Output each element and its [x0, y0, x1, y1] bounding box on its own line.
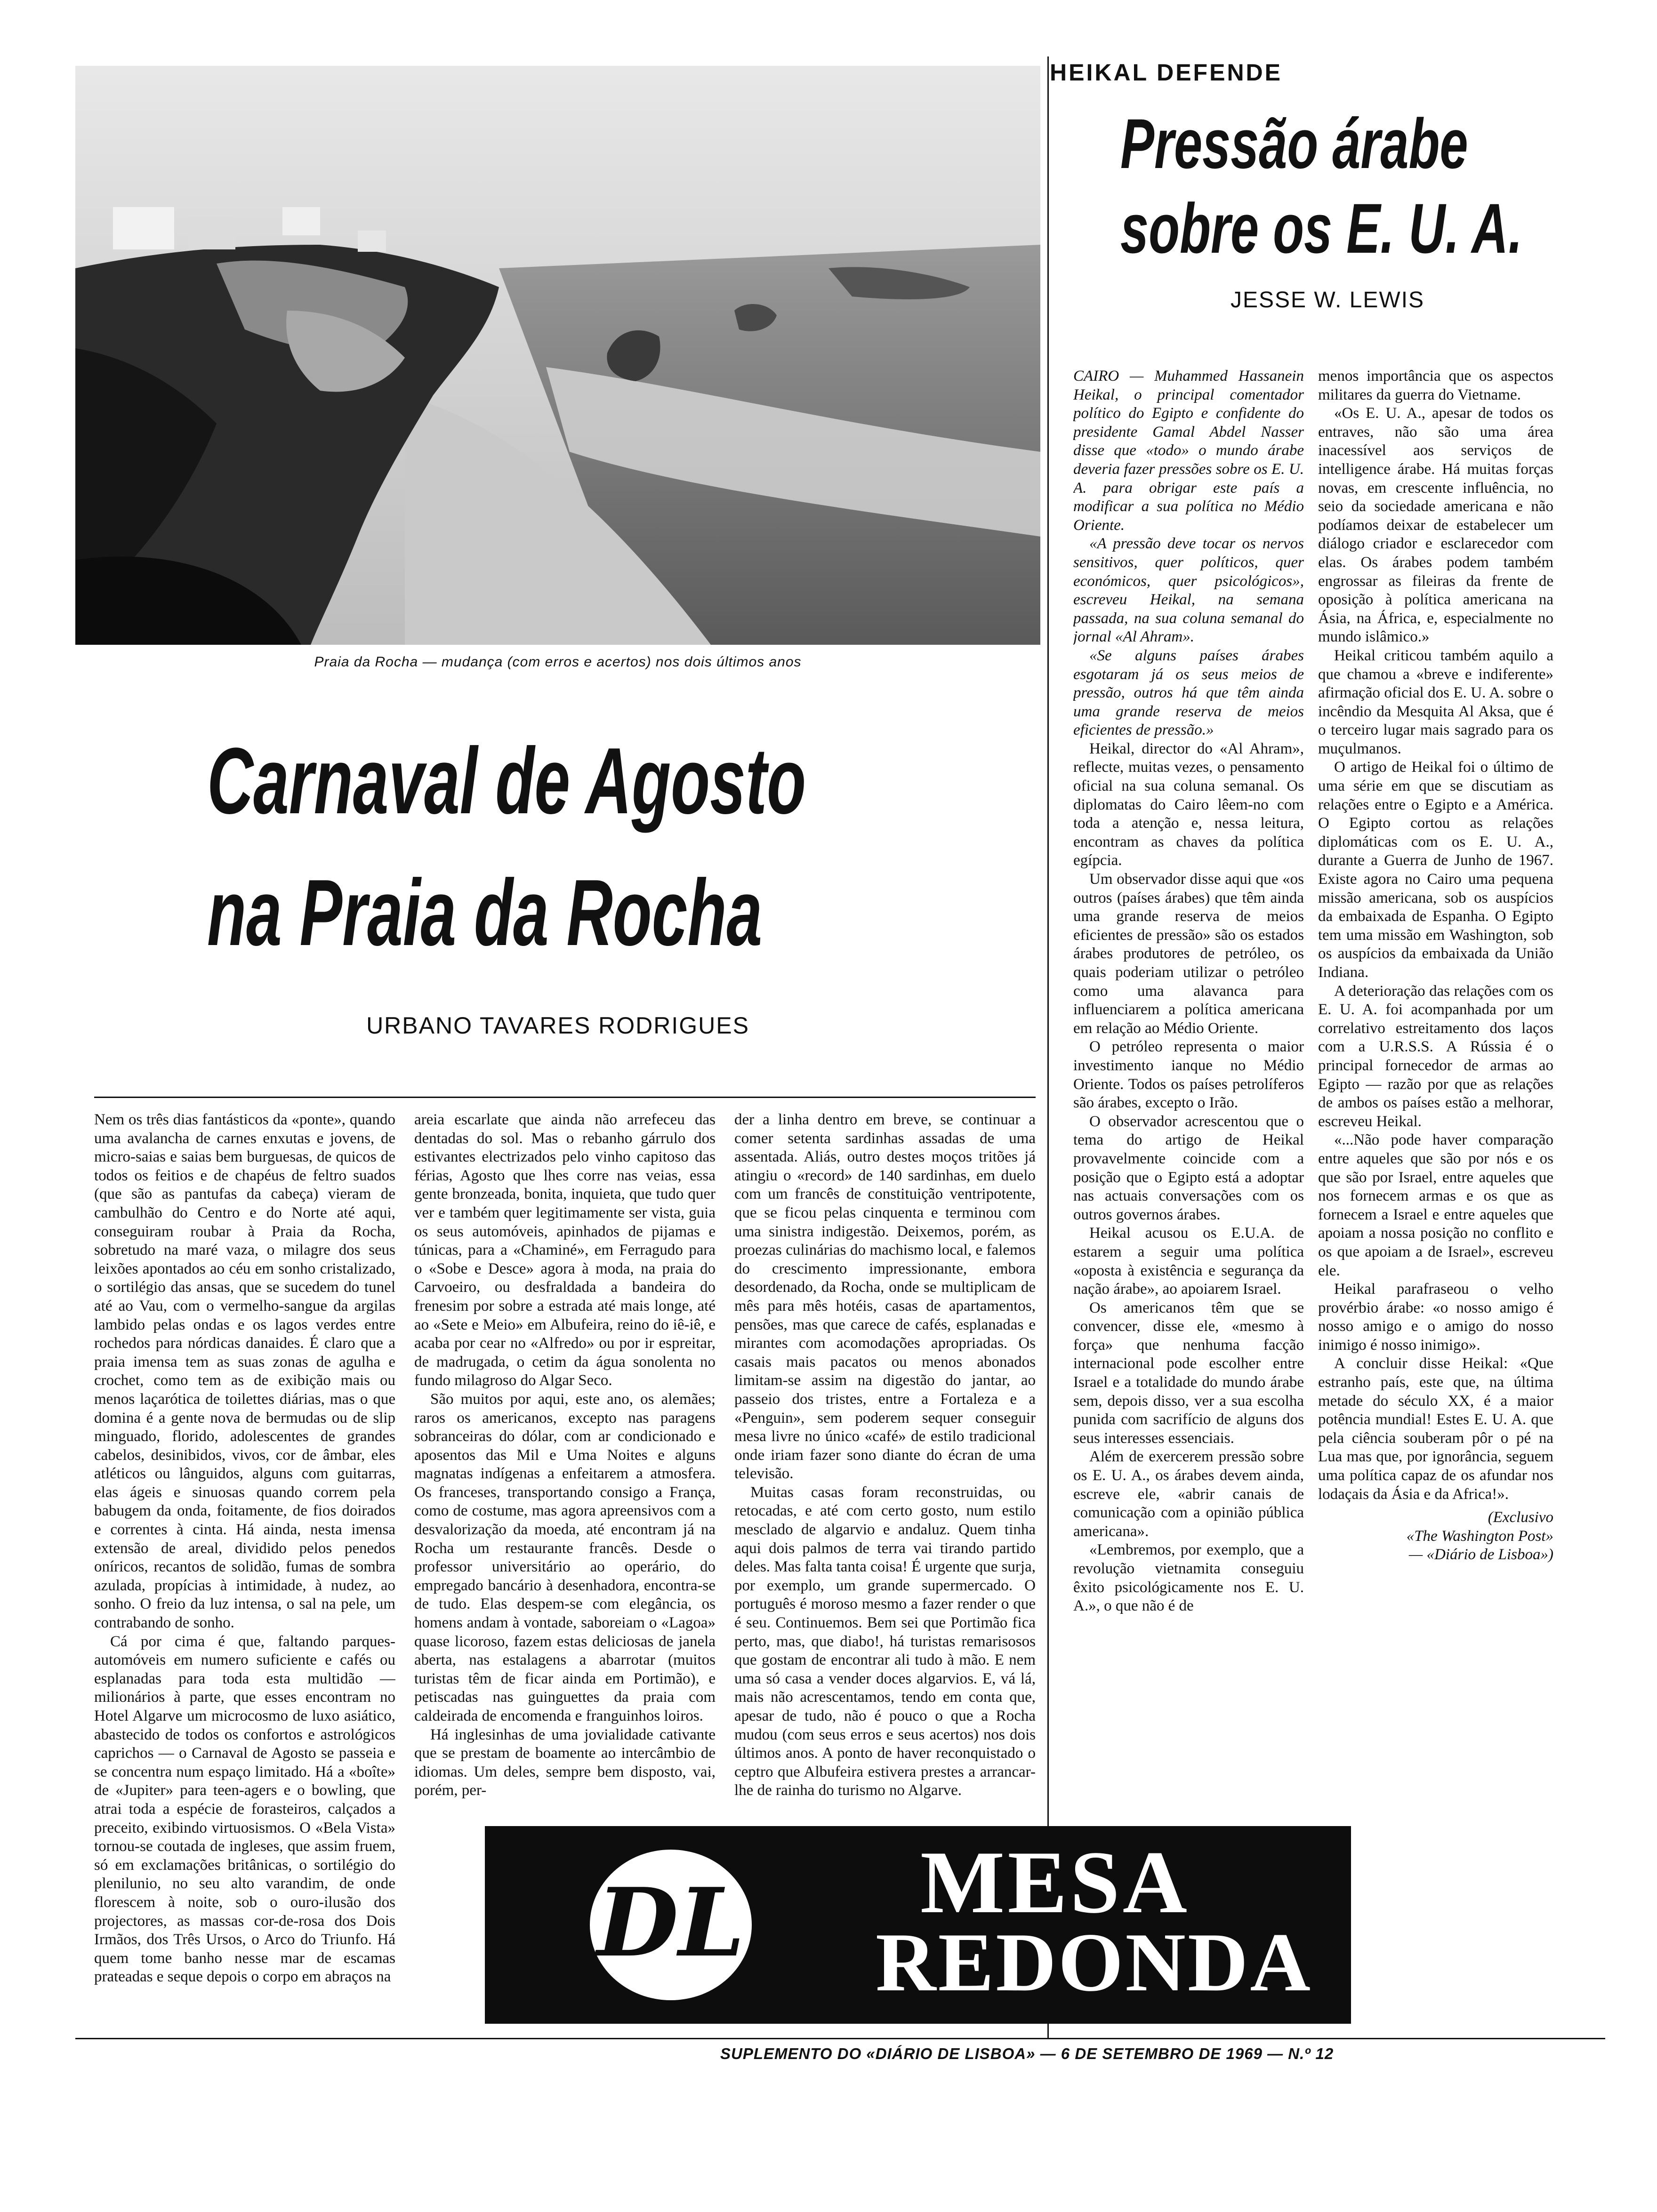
dl-logo-mark	[586, 1845, 756, 2005]
heikal-headline-line1: Pressão árabe	[1120, 104, 1468, 183]
heikal-lead-paragraph: CAIRO — Muhammed Hassanein Heikal, o principal comentador político do Egipto e confidente do presidente Gamal Abdel Nasser disse que «todo» o mundo árabe deveria fazer pressões sobre os E. U. A. para obrigar este país a modificar a sua política no Médio Oriente.	[1073, 368, 1304, 534]
carnaval-paragraph: Muitas casas foram reconstruidas, ou retocadas, e até com certo gosto, num estilo mesclado de algarvio e andaluz. Quem tinha aqui dois palmos de terra vai tirando partido deles. Mas falta tanta coisa! É urgente que surja, por exemplo, um grande supermercado. O português é moroso mesmo a fazer render o que é seu. Continuemos. Bem sei que Portimão fica perto, mas, que diabo!, há turistas remarisosos que gostam de encontrar ali tudo à mão. E nem uma só casa a vender doces algarvios. E, vá lá, mais não acrescentamos, tendo em conta que, apesar de tudo, não é pouco o que a Rocha mudou (com seus erros e seus acertos) nos dois últimos anos. A ponto de haver reconquistado o ceptro que Albufeira estivera prestes a arrancar-lhe de rainha do turismo no Algarve.	[734, 1483, 1036, 1799]
heikal-credit-line: (Exclusivo	[1488, 1509, 1553, 1526]
page-footer: SUPLEMENTO DO «DIÁRIO DE LISBOA» — 6 DE SETEMBRO DE 1969 — N.º 12	[720, 2045, 1334, 2062]
heikal-paragraph: Heikal parafraseou o velho provérbio árabe: «o nosso amigo é nosso amigo e o amigo do nosso inimigo é nosso inimigo».	[1318, 1281, 1553, 1354]
carnaval-author: URBANO TAVARES RODRIGUES	[366, 1012, 749, 1039]
dl-logo-letters: DL	[596, 1867, 745, 1978]
carnaval-paragraph: Há inglesinhas de uma jovialidade cativante que se prestam de boamente ao intercâmbio de idiomas. Um deles, sempre bem disposto, vai, porém, per-	[414, 1726, 716, 1799]
heikal-paragraph: «Os E. U. A., apesar de todos os entraves, não são uma área inacessível aos serviços de intelligence árabe. Há muitas forças novas, em crescente influência, no seio da sociedade americana e não podíamos deixar de estabelecer um diálogo criador e esclarecedor com elas. Os árabes podem também engrossar as fileiras da frente de oposição à política americana na Ásia, na África, e, especialmente no mundo islâmico.»	[1318, 405, 1553, 646]
carnaval-headline-line2: na Praia da Rocha	[207, 860, 763, 965]
heikal-paragraph: Os americanos têm que se convencer, disse ele, «mesmo à força» que nenhuma facção internacional pode escolher entre Israel e a totalidade do mundo árabe sem, depois disso, ver a sua escolha punida com sacrifício de alguns dos seus interesses essenciais.	[1073, 1299, 1304, 1447]
carnaval-paragraph: São muitos por aqui, este ano, os alemães; raros os americanos, excepto nas paragens sobranceiras do dólar, com ar condicionado e aposentos das Mil e Uma Noites e alguns magnatas indígenas a enfeitarem a atmosfera. Os franceses, transportando consigo a França, como de costume, mas agora apreensivos com a desvalorização da moeda, até encontram já na Rocha um restaurante francês. Desde o professor universitário ao operário, do empregado bancário à desenhadora, encontra-se de tudo. Elas despem-se com elegância, os homens andam à vontade, saboreiam o «Lagoa» quase licoroso, fazem estas deliciosas de janela aberta, nas estalagens a abarrotar (muitos turistas têm de ficar ainda em Portimão), e petiscadas nas guinguettes da praia com caldeirada de encomenda e franguinhos loiros.	[414, 1390, 716, 1724]
heikal-quote-paragraph: «A pressão deve tocar os nervos sensitivos, quer políticos, quer económicos, quer psicológicos», escreveu Heikal, na semana passada, na sua coluna semanal do jornal «Al Ahram».	[1073, 535, 1304, 646]
carnaval-paragraph: areia escarlate que ainda não arrefeceu das dentadas do sol. Mas o rebanho gárrulo dos estivantes electrizados pelo vinho capitoso das férias, Agosto que lhes corre nas veias, essa gente bronzeada, bonita, inquieta, que tudo quer ver e também quer legitimamente ser vista, guia os seus automóveis, apinhados de pijamas e túnicas, para a «Chaminé», em Ferragudo para o «Sobe e Desce» agora à moda, na praia do Carvoeiro, ou desfraldada a bandeira do frenesim por sobre a estrada até mais longe, até ao «Sete e Meio» em Albufeira, reino do iê-iê, e acaba por cear no «Alfredo» ou por ir espreitar, de madrugada, o cetim da água sonolenta no fundo milagroso do Algar Seco.	[414, 1111, 716, 1389]
heikal-paragraph: «Lembremos, por exemplo, que a revolução vietnamita conseguiu êxito psicológicamente nos E. U. A.», o que não é de	[1073, 1541, 1304, 1615]
beach-photo-illustration	[75, 66, 1040, 645]
heikal-credit-line: «The Washington Post»	[1406, 1527, 1553, 1545]
photo-caption: Praia da Rocha — mudança (com erros e acertos) nos dois últimos anos	[314, 654, 802, 670]
carnaval-headline-line1: Carnaval de Agosto	[207, 729, 806, 834]
carnaval-paragraph: der a linha dentro em breve, se continuar a comer setenta sardinhas assadas de uma assentada. Aliás, outro destes moços tritões já atingiu o «record» de 140 sardinhas, em duelo com um francês de constituição ventripotente, que se ficou pelas cinquenta e terminou com uma sinistra indigestão. Deixemos, porém, as proezas culinárias do machismo local, e falemos do crescimento impressionante, embora desordenado, da Rocha, onde se multiplicam de mês para mês hotéis, casas de apartamentos, pensões, mas que carece de cafés, esplanadas e mirantes com acomodações apropriadas. Os casais mais pacatos ou menos abonados limitam-se assim na digestão do jantar, ao passeio dos tristes, entre a Fortaleza e a «Penguin», sem poderem sequer conseguir mesa livre no único «café» de estilo tradicional onde iriam fazer sono diante do écran de uma televisão.	[734, 1111, 1036, 1483]
heikal-author: JESSE W. LEWIS	[1230, 288, 1425, 313]
footer-rule	[75, 2038, 1605, 2039]
heikal-headline-line2: sobre os E. U. A.	[1120, 189, 1523, 268]
heikal-paragraph: A deterioração das relações com os E. U. A. foi acompanhada por um correlativo estreitamento dos laços com a U.R.S.S. A Rússia é o principal fornecedor de armas ao Egipto — razão por que as relações de ambos os países estão a melhorar, escreveu Heikal.	[1318, 982, 1553, 1130]
heikal-paragraph: A concluir disse Heikal: «Que estranho país, este que, na última metade do século XX, é a maior potência mundial! Estes E. U. A. que pela ciência souberam pôr o pé na Lua mas que, por ignorância, seguem uma política capaz de os afundar nos lodaçais da Ásia e da Africa!».	[1318, 1355, 1553, 1503]
heikal-paragraph: Um observador disse aqui que «os outros (países árabes) que têm ainda uma grande reserva de meios eficientes de pressão» são os estados árabes produtores de petróleo, os quais poderiam utilizar o petróleo como uma alavanca para influenciarem a política americana em relação ao Médio Oriente.	[1073, 871, 1304, 1037]
heikal-paragraph: Heikal, director do «Al Ahram», reflecte, muitas vezes, o pensamento oficial na sua coluna semanal. Os diplomatas do Cairo lêem-no com toda a atenção e, nessa leitura, encontram as chaves da política egípcia.	[1073, 740, 1304, 869]
heikal-column-1	[1073, 367, 1304, 2005]
heikal-paragraph: O observador acrescentou que o tema do artigo de Heikal provavelmente coincide com a posição que o Egipto está a adoptar nas actuais conversações com os outros governos árabes.	[1073, 1113, 1304, 1223]
heikal-quote-paragraph: «Se alguns países árabes esgotaram já os seus meios de pressão, outros há que têm ainda uma grande reserva de meios eficientes de pressão.»	[1073, 647, 1304, 739]
heikal-kicker: HEIKAL DEFENDE	[1050, 59, 1283, 86]
heikal-paragraph: O artigo de Heikal foi o último de uma série em que se discutiam as relações entre o Egipto e a América. O Egipto cortou as relações diplomáticas com os E. U. A., durante a Guerra de Junho de 1967. Existe agora no Cairo uma pequena missão americana, sob os auspícios da embaixada de Espanha. O Egipto tem uma missão em Washington, sob os auspícios da embaixada da União Indiana.	[1318, 759, 1553, 981]
heikal-paragraph: Heikal acusou os E.U.A. de estarem a seguir uma política «oposta à existência e segurança da nação árabe», ao apoiarem Israel.	[1073, 1225, 1304, 1298]
heikal-column-2	[1318, 367, 1553, 2005]
heikal-paragraph: Heikal criticou também aquilo a que chamou a «breve e indiferente» afirmação oficial dos E. U. A. sobre o incêndio da Mesquita Al Aksa, que é o terceiro lugar mais sagrado para os muçulmanos.	[1318, 647, 1553, 757]
column-divider-rule	[1047, 56, 1049, 2038]
dl-logo	[586, 1845, 756, 2005]
heikal-credit-line: — «Diário de Lisboa»)	[1408, 1546, 1553, 1563]
article-separator-rule	[94, 1097, 1036, 1098]
heikal-credit	[1318, 1508, 1553, 1564]
carnaval-paragraph: Cá por cima é que, faltando parques-automóveis em numero suficiente e cafés ou esplanadas para toda esta multidão — milionários à parte, que esses encontram no Hotel Algarve um microcosmo de luxo asiático, abastecido de todos os confortos e astrológicos caprichos — o Carnaval de Agosto se passeia e se concentra num espaço limitado. Há a «boîte» de «Jupiter» para teen-agers e o bowling, que atrai toda a espécie de forasteiros, calçados a preceito, exibindo virtuosismos. O «Bela Vista» tornou-se coutada de ingleses, que assim fruem, só em exclamações britânicas, o sortilégio do plenilunio, no seu alto varandim, de onde florescem à noite, sob o ouro-ilusão dos projectores, as massas cor-de-rosa dos Dois Irmãos, dos Três Ursos, o Arco do Triunfo. Há quem tome banho nesse mar de escamas prateadas e seque depois o corpo em abraços na	[94, 1633, 395, 1986]
heikal-paragraph: menos importância que os aspectos militares da guerra do Vietname.	[1318, 368, 1553, 403]
carnaval-paragraph: Nem os três dias fantásticos da «ponte», quando uma avalancha de carnes enxutas e jovens, de micro-saias e saias bem burguesas, de quicos de todos os feitios e de chapéus de feltro suados (que são as pantufas da cabeça) vieram de cambulhão do Centro e do Norte até aqui, conseguiram roubar à Praia da Rocha, sobretudo na maré vaza, o milagre dos seus leixões apontados ao céu em sonho cristalizado, o sortilégio das ansas, que se sucedem do tunel até ao Vau, com o vermelho-sangue da argilas lambido pelas ondas e os lagos verdes entre rochedos para nórdicas danaides. É claro que a praia imensa tem as suas zonas de agulha e crochet, como tem as de exibição mais ou menos laçarótica de toilettes diárias, mas o que domina é a gente nova de bermudas ou de slip minguado, florido, adolescentes de grandes cabelos, desinibidos, vivos, cor de âmbar, eles atléticos ou lânguidos, alguns com guitarras, elas ágeis e sinuosas quando correm pela babugem da onda, foitamente, de fios doirados e correntes à cinta. Há ainda, nesta imensa extensão de areal, dividido pelos penedos oníricos, recantos de solidão, fumas de sombra azulada, propícias à intimidade, à nudez, ao sonho. O freio da luz intensa, o sal na pele, um contrabando de sonho.	[94, 1111, 395, 1632]
heikal-paragraph: «...Não pode haver comparação entre aqueles que são por nós e os que são por Israel, entre aqueles que nos fornecem armas e os que as fornecem a Israel e entre aqueles que apoiam a nossa posição no conflito e os que apoiam a de Israel», escreveu ele.	[1318, 1131, 1553, 1279]
mesa-title: MESA	[920, 1833, 1190, 1932]
heikal-paragraph: O petróleo representa o maior investimento ianque no Médio Oriente. Todos os países petrolíferos são árabes, excepto o Irão.	[1073, 1038, 1304, 1112]
heikal-paragraph: Além de exercerem pressão sobre os E. U. A., os árabes devem ainda, escreve ele, «abrir canais de comunicação com a opinião pública americana».	[1073, 1448, 1304, 1540]
carnaval-column-1	[94, 1111, 395, 2080]
redonda-title: REDONDA	[876, 1915, 1312, 2009]
beach-photo	[75, 66, 1040, 645]
